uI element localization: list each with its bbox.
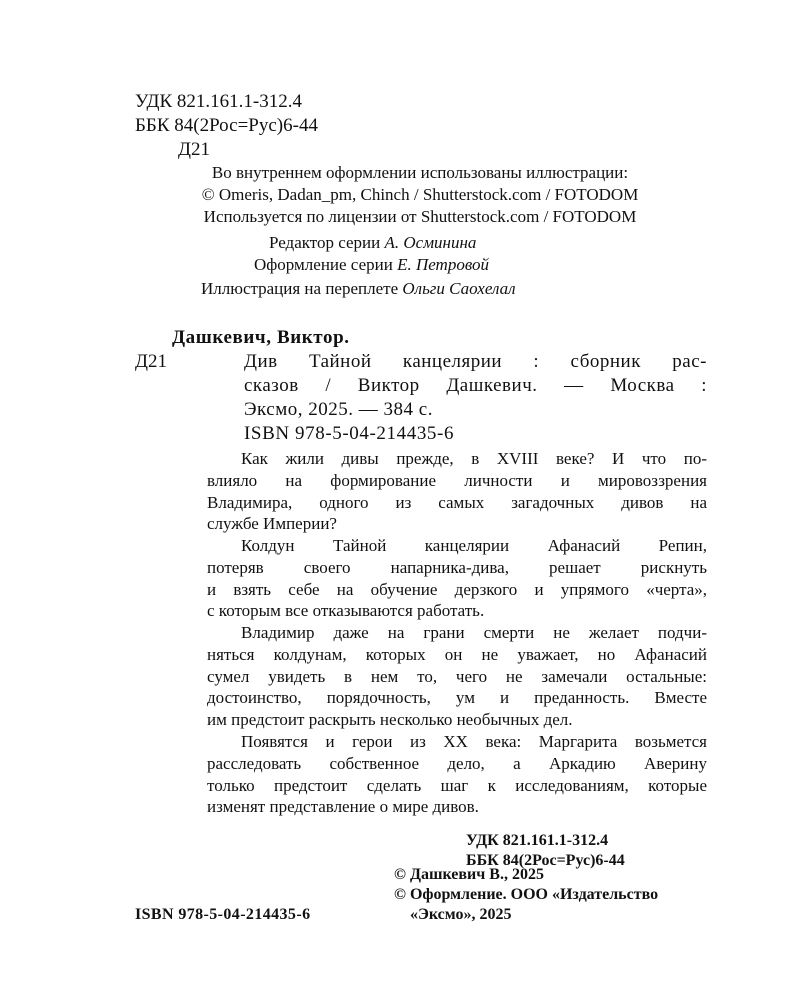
series-editor-name: А. Осминина	[384, 233, 477, 252]
annotation-line: потеряв своего напарника-дива, решает рискнуть	[207, 557, 707, 577]
annotation-line: и взять себе на обучение дерзкого и упрямого «черта»,	[207, 579, 707, 599]
cover-illustration-name: Ольги Саохелал	[402, 279, 516, 298]
title-line: сказов / Виктор Дашкевич. — Москва :	[244, 375, 707, 396]
annotation-line: только предстоит сделать шаг к исследованиям, которые	[207, 775, 707, 795]
annotation-line: Как жили дивы прежде, в XVIII веке? И что по-	[241, 449, 707, 468]
cover-illustration-credit	[201, 278, 516, 300]
record-mark: Д21	[135, 351, 167, 372]
copyright-design-cont: «Эксмо», 2025	[410, 906, 512, 923]
annotation-line: Владимира, одного из самых загадочных дивов на	[207, 492, 707, 512]
illustrations-credit-line-2: © Omeris, Dadan_pm, Chinch / Shutterstock.com / FOTODOM	[201, 185, 639, 204]
udk-code: УДК 821.161.1-312.4	[135, 91, 302, 112]
copyright-design: © Оформление. ООО «Издательство	[394, 886, 659, 903]
annotation-line: расследовать собственное дело, а Аркадию Аверину	[207, 753, 707, 773]
annotation-paragraph	[207, 731, 707, 818]
annotation-line: службе Империи?	[207, 514, 337, 534]
annotation-line: им предстоит раскрыть несколько необычных дел.	[207, 710, 573, 730]
annotation-paragraph	[207, 448, 707, 535]
cover-illustration-label: Иллюстрация на переплете	[201, 279, 399, 298]
annotation-line: Владимир даже на грани смерти не желает подчи-	[241, 623, 707, 642]
series-design-name: Е. Петровой	[397, 255, 489, 274]
author-mark: Д21	[178, 139, 210, 160]
annotation-line: изменят представление о мире дивов.	[207, 797, 479, 817]
illustrations-credit-line-1: Во внутреннем оформлении использованы иллюстрации:	[211, 163, 629, 182]
isbn: ISBN 978-5-04-214435-6	[244, 423, 455, 444]
footer-bbk-code: ББК 84(2Рос=Рус)6-44	[466, 852, 625, 869]
annotation-line: сумел увидеть в нем то, чего не замечали остальные:	[207, 666, 707, 686]
annotation-line: Колдун Тайной канцелярии Афанасий Репин,	[241, 536, 707, 555]
author-heading: Дашкевич, Виктор.	[172, 327, 350, 348]
footer-isbn: ISBN 978-5-04-214435-6	[135, 906, 311, 923]
series-design-label: Оформление серии	[254, 255, 393, 274]
annotation-line: няться колдунам, которых он не уважает, но Афанасий	[207, 644, 707, 664]
annotation-paragraph	[207, 535, 707, 622]
illustrations-credit-line-3: Используется по лицензии от Shutterstock.com / FOTODOM	[203, 207, 637, 226]
title-statement	[244, 350, 707, 422]
bbk-code: ББК 84(2Рос=Рус)6-44	[135, 115, 318, 136]
annotation-line: Появятся и герои из XX века: Маргарита возьмется	[241, 732, 707, 751]
series-editor-credit	[269, 232, 476, 254]
annotation-line: достоинство, порядочность, ум и преданность. Вместе	[207, 688, 707, 708]
copyright-block	[394, 865, 658, 925]
title-line: Див Тайной канцелярии : сборник рас-	[244, 351, 707, 372]
series-editor-label: Редактор серии	[269, 233, 381, 252]
annotation-paragraph	[207, 622, 707, 731]
footer-udk-code: УДК 821.161.1-312.4	[466, 832, 609, 849]
title-line: Эксмо, 2025. — 384 с.	[244, 399, 433, 420]
annotation-line: с которым все отказываются работать.	[207, 601, 485, 621]
copyright-author: © Дашкевич В., 2025	[394, 866, 544, 883]
series-design-credit	[254, 254, 489, 276]
annotation-line: влияло на формирование личности и мировоззрения	[207, 470, 707, 490]
